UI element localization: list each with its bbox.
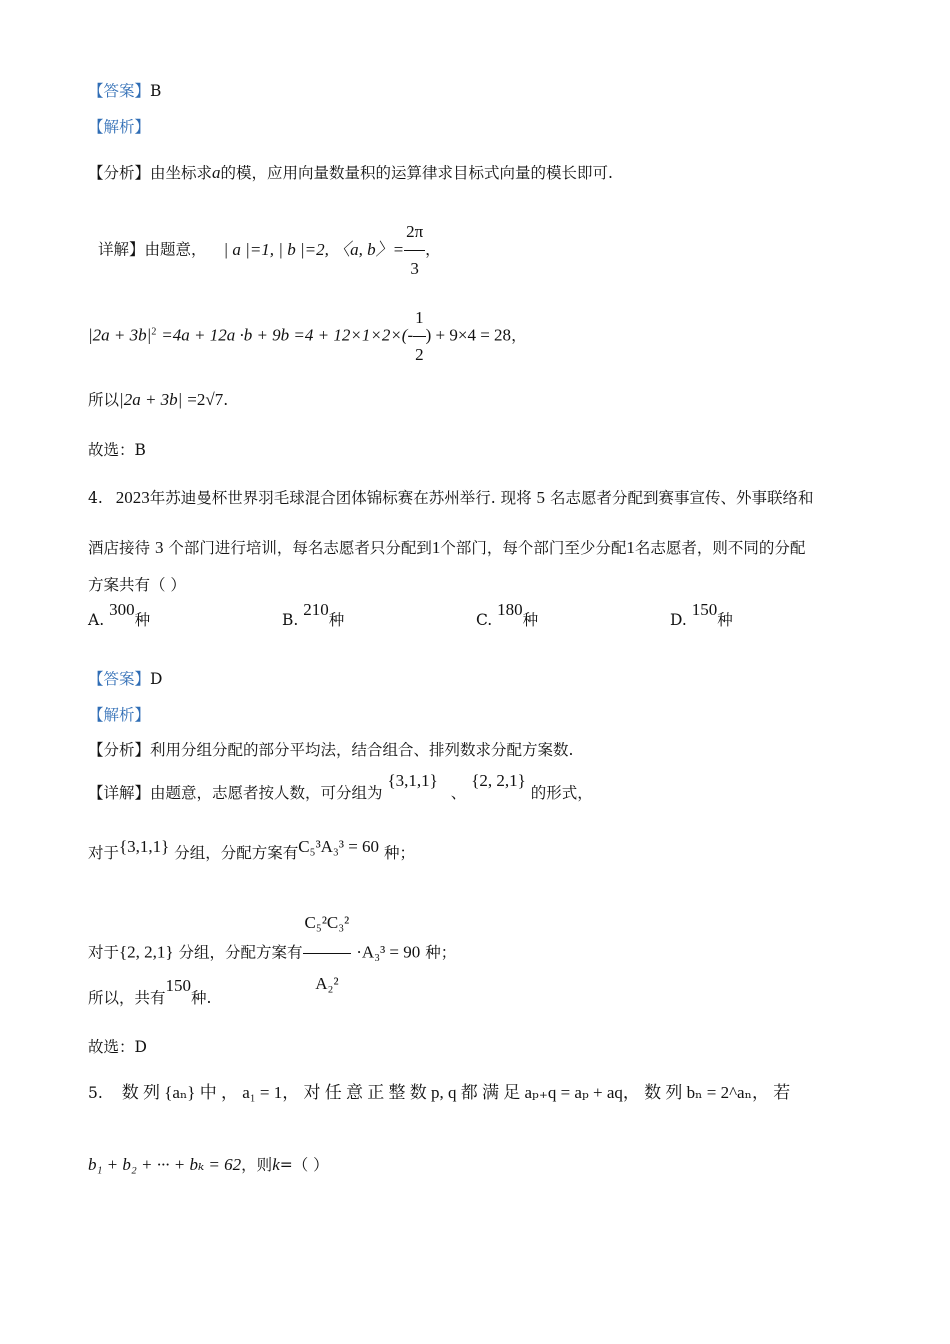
period: .: [223, 391, 229, 409]
case1-group: {3,1,1}: [119, 837, 170, 856]
case-text: 分组，分配方案有: [174, 844, 299, 862]
case-text: 对于: [88, 844, 120, 862]
q4-line2: [88, 538, 805, 558]
total-text: 所以，共有: [88, 989, 166, 1007]
answer-value: D: [150, 670, 163, 688]
option-value: 180: [497, 600, 523, 619]
case-text: 种；: [425, 943, 457, 962]
option-c: [476, 600, 539, 630]
q3-choose: 故选：B: [88, 441, 146, 459]
option-letter: C.: [476, 611, 493, 629]
fenxi-tag: 【分析】: [88, 741, 151, 759]
q3-detail-line: [98, 214, 441, 287]
q4-text: 个部门进行培训，每名志愿者只分配到: [168, 539, 432, 557]
detail-tag: 详解】: [98, 240, 145, 259]
frac-2pi-3: $\frac{2\pi}{3}$: [404, 214, 425, 287]
option-value: 300: [109, 600, 135, 619]
option-d: [670, 600, 733, 630]
option-unit: 种: [717, 611, 733, 629]
question-number: 5.: [88, 1084, 103, 1102]
q4-total-line: [88, 976, 212, 1013]
q5-sum: b₁ + b₂ + ··· + bₖ = 62: [88, 1155, 242, 1174]
q4-fenxi-line: [88, 740, 573, 760]
answer-tag: 【答案】: [88, 670, 151, 688]
so-text: 所以: [88, 391, 120, 409]
total-text: 种.: [191, 989, 212, 1007]
detail-text: 由题意，: [144, 240, 207, 259]
q4-line1: [88, 488, 813, 508]
q4-analysis-line: [88, 705, 150, 725]
group-221: {2, 2,1}: [471, 771, 526, 790]
q5-text: ，则: [241, 1156, 273, 1174]
comma: ，: [511, 326, 527, 345]
num-1b: 1: [626, 538, 635, 557]
frac-1-2: $\frac{1}{2}$: [413, 300, 426, 373]
fenxi-text: 利用分组分配的部分平均法，结合组合、排列数求分配方案数.: [150, 741, 574, 759]
case-text: 分组，分配方案有: [178, 943, 303, 962]
group-311: {3,1,1}: [387, 771, 438, 790]
q4-text: 个部门，每个部门至少分配: [440, 539, 627, 557]
option-letter: B.: [282, 611, 299, 629]
q4-text: 名志愿者分配到赛事宣传、外事联络和: [549, 489, 814, 507]
q5-line1: [88, 1083, 790, 1103]
expand-lhs: |2a + 3b|: [88, 325, 152, 345]
question-number: 4.: [88, 489, 103, 507]
case2-fraction: $\frac{\text{C₅²C₃²}}{\text{A₂²}}$: [303, 893, 352, 1014]
case-text: 对于: [88, 943, 120, 962]
so-math: |2a + 3b|: [119, 390, 183, 409]
q4-text: 酒店接待: [88, 539, 151, 557]
q4-line3: 方案共有（ ）: [88, 576, 186, 594]
option-unit: 种: [522, 611, 539, 629]
year: 2023: [115, 488, 150, 507]
q5-line2: [88, 1155, 329, 1175]
case1-math: C₅³A₃³ = 60: [298, 837, 380, 856]
num-5: 5: [536, 488, 546, 507]
q4-case1-line: [88, 838, 415, 868]
case2-rest: ·A₃³ = 90: [356, 942, 421, 962]
q4-detail-line: [88, 771, 593, 808]
fenxi-text-2: 的模，应用向量数量积的运算律求目标式向量的模长即可.: [220, 164, 613, 182]
expand-rhs: ) + 9×4 = 28: [425, 325, 512, 345]
option-letter: D.: [670, 611, 687, 629]
q3-analysis-line: [88, 117, 150, 137]
q4-text: 名志愿者，则不同的分配: [634, 539, 806, 557]
num-1: 1: [431, 538, 441, 557]
q3-so-line: [88, 390, 228, 410]
option-unit: 种: [134, 611, 151, 629]
analysis-tag: 【解析】: [88, 706, 151, 724]
answer-value: B: [150, 82, 162, 100]
case2-group: {2, 2,1}: [119, 942, 174, 962]
detail-tag: 【详解】: [88, 784, 151, 802]
option-letter: A.: [88, 611, 105, 629]
q3-expand-line: [88, 300, 527, 373]
q5-line1-text: 数 列 {aₙ} 中 ， a₁ = 1， 对 任 意 正 整 数 p, q 都 满 足 aₚ₊q = aₚ + aq， 数 列 bₙ = 2^aₙ， 若: [121, 1083, 791, 1102]
option-value: 150: [691, 600, 718, 619]
q5-end: =（ ）: [279, 1156, 329, 1174]
q3-answer-line: [88, 81, 161, 101]
option-value: 210: [303, 600, 329, 619]
option-a: [88, 600, 151, 630]
sup-2: 2: [151, 326, 157, 338]
q3-fenxi-line: [88, 163, 613, 183]
separator: 、: [450, 784, 467, 802]
answer-tag: 【答案】: [88, 82, 151, 100]
var-a: a: [212, 163, 221, 182]
q4-text: 年苏迪曼杯世界羽毛球混合团体锦标赛在苏州举行. 现将: [149, 489, 532, 507]
fenxi-tag: 【分析】: [88, 164, 151, 182]
fenxi-text: 由坐标求: [150, 164, 213, 182]
equals: =: [187, 390, 197, 409]
case-text: 种；: [383, 844, 415, 862]
detail-text: 由题意，志愿者按人数，可分组为: [150, 784, 383, 802]
comma: ，: [425, 240, 441, 259]
analysis-tag: 【解析】: [88, 118, 151, 136]
q4-choose: 故选：D: [88, 1038, 147, 1056]
total-num: 150: [165, 976, 192, 995]
q4-answer-line: [88, 669, 162, 689]
result-2sqrt7: 2√7: [196, 390, 224, 409]
detail-math: | a |=1, | b |=2, 〈a, b〉=: [223, 239, 405, 259]
detail-end: 的形式，: [530, 784, 593, 802]
option-unit: 种: [328, 611, 345, 629]
expand-mid: =4a + 12a ·b + 9b =4 + 12×1×2×(-: [161, 325, 414, 345]
option-b: [282, 600, 345, 630]
num-3: 3: [154, 538, 164, 557]
var-k: k: [272, 1155, 280, 1174]
